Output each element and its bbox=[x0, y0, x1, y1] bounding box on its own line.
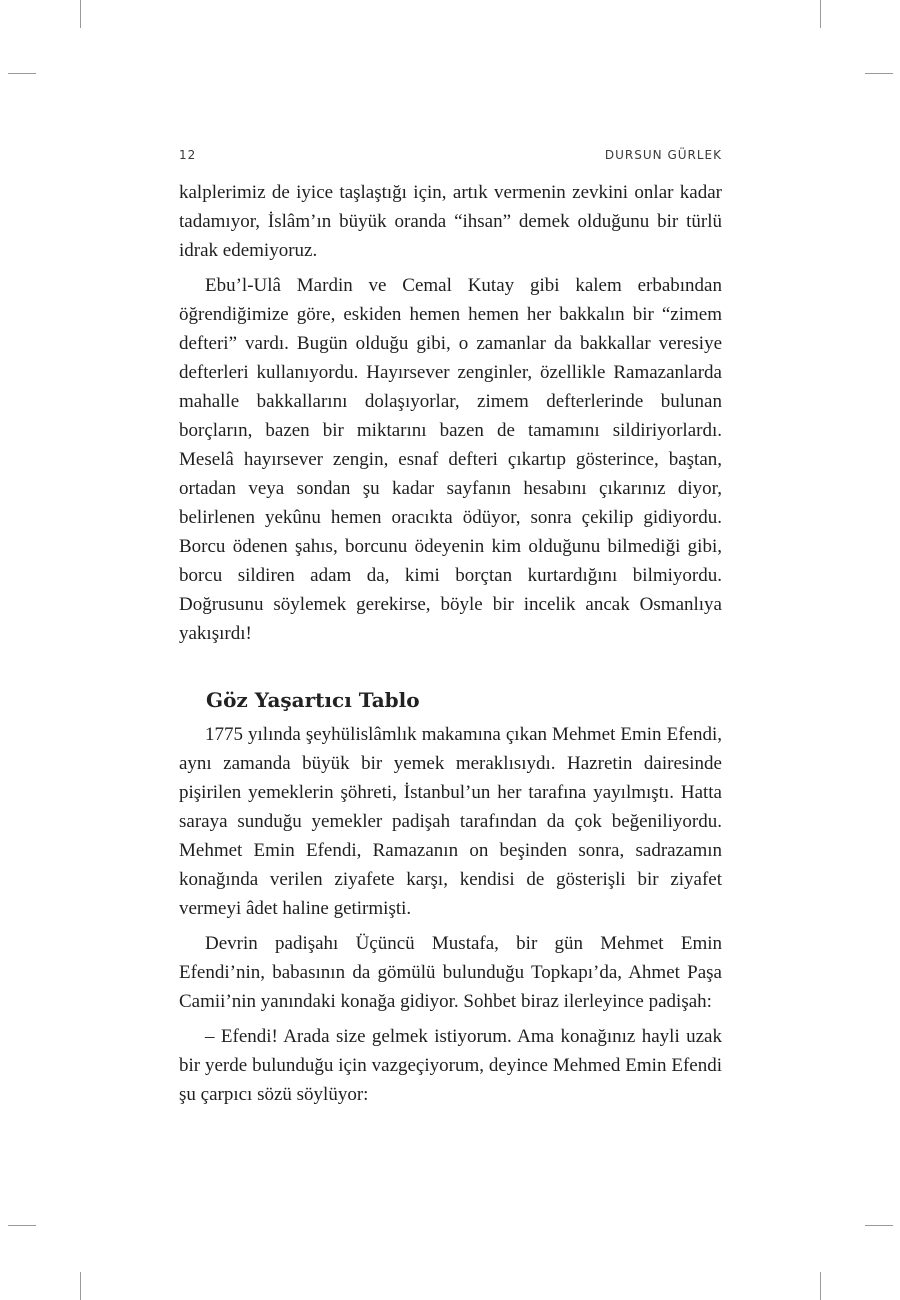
page-body bbox=[179, 178, 722, 1109]
crop-mark-right-top bbox=[865, 73, 893, 74]
crop-mark-bottom-right bbox=[820, 1272, 821, 1300]
paragraph: Ebu’l-Ulâ Mardin ve Cemal Kutay gibi kalem erbabından öğrendiğimize göre, eskiden hemen hemen her bakkalın bir “zimem defteri” vardı. Bugün olduğu gibi, o zamanlar da bakkallar veresiye defterleri kullanıyordu. Hayırsever zenginler, özellikle Ramazanlarda mahalle bakkallarını dolaşıyorlar, zimem defterlerinde bulunan borçların, bazen bir miktarını bazen de tamamını sildiriyorlardı. Meselâ hayırsever zengin, esnaf defteri çıkartıp gösterince, baştan, ortadan veya sondan şu kadar sayfanın hesabını çıkarınız diyor, belirlenen yekûnu hemen oracıkta ödüyor, sonra çekilip gidiyordu. Borcu ödenen şahıs, borcunu ödeyenin kim olduğunu bilmediği gibi, borcu sildiren adam da, kimi borçtan kurtardığını bilmiyordu. Doğrusunu söylemek gerekirse, böyle bir incelik ancak Osmanlıya yakışırdı! bbox=[179, 275, 722, 644]
crop-mark-bottom-left bbox=[80, 1272, 81, 1300]
crop-mark-top-right bbox=[820, 0, 821, 28]
crop-mark-left-top bbox=[8, 73, 36, 74]
crop-mark-right-bottom bbox=[865, 1225, 893, 1226]
crop-mark-left-bottom bbox=[8, 1225, 36, 1226]
dialogue-paragraph: – Efendi! Arada size gelmek istiyorum. Ama konağınız hayli uzak bir yerde bulunduğu için vazgeçiyorum, deyince Mehmed Emin Efendi şu çarpıcı sözü söylüyor: bbox=[179, 1026, 722, 1105]
author-name: DURSUN GÜRLEK bbox=[604, 148, 722, 162]
running-header bbox=[179, 148, 722, 168]
paragraph-continued: kalplerimiz de iyice taşlaştığı için, artık vermenin zevkini onlar kadar tadamıyor, İslâm’ın büyük oranda “ihsan” demek olduğunu bir türlü idrak edemiyoruz. bbox=[179, 182, 722, 261]
section-heading: Göz Yaşartıcı Tablo bbox=[206, 688, 420, 712]
paragraph: 1775 yılında şeyhülislâmlık makamına çıkan Mehmet Emin Efendi, aynı zamanda büyük bir yemek meraklısıydı. Hazretin dairesinde pişirilen yemeklerin şöhreti, İstanbul’un her tarafına yayılmıştı. Hatta saraya sunduğu yemekler padişah tarafından da çok beğeniliyordu. Mehmet Emin Efendi, Ramazanın on beşinden sonra, sadrazamın konağında verilen ziyafete karşı, kendisi de gösterişli bir ziyafet vermeyi âdet haline getirmişti. bbox=[179, 724, 722, 919]
paragraph: Devrin padişahı Üçüncü Mustafa, bir gün Mehmet Emin Efendi’nin, babasının da gömülü bulunduğu Topkapı’da, Ahmet Paşa Camii’nin yanındaki konağa gidiyor. Sohbet biraz ilerleyince padişah: bbox=[179, 933, 722, 1012]
page-number: 12 bbox=[179, 148, 197, 162]
crop-mark-top-left bbox=[80, 0, 81, 28]
